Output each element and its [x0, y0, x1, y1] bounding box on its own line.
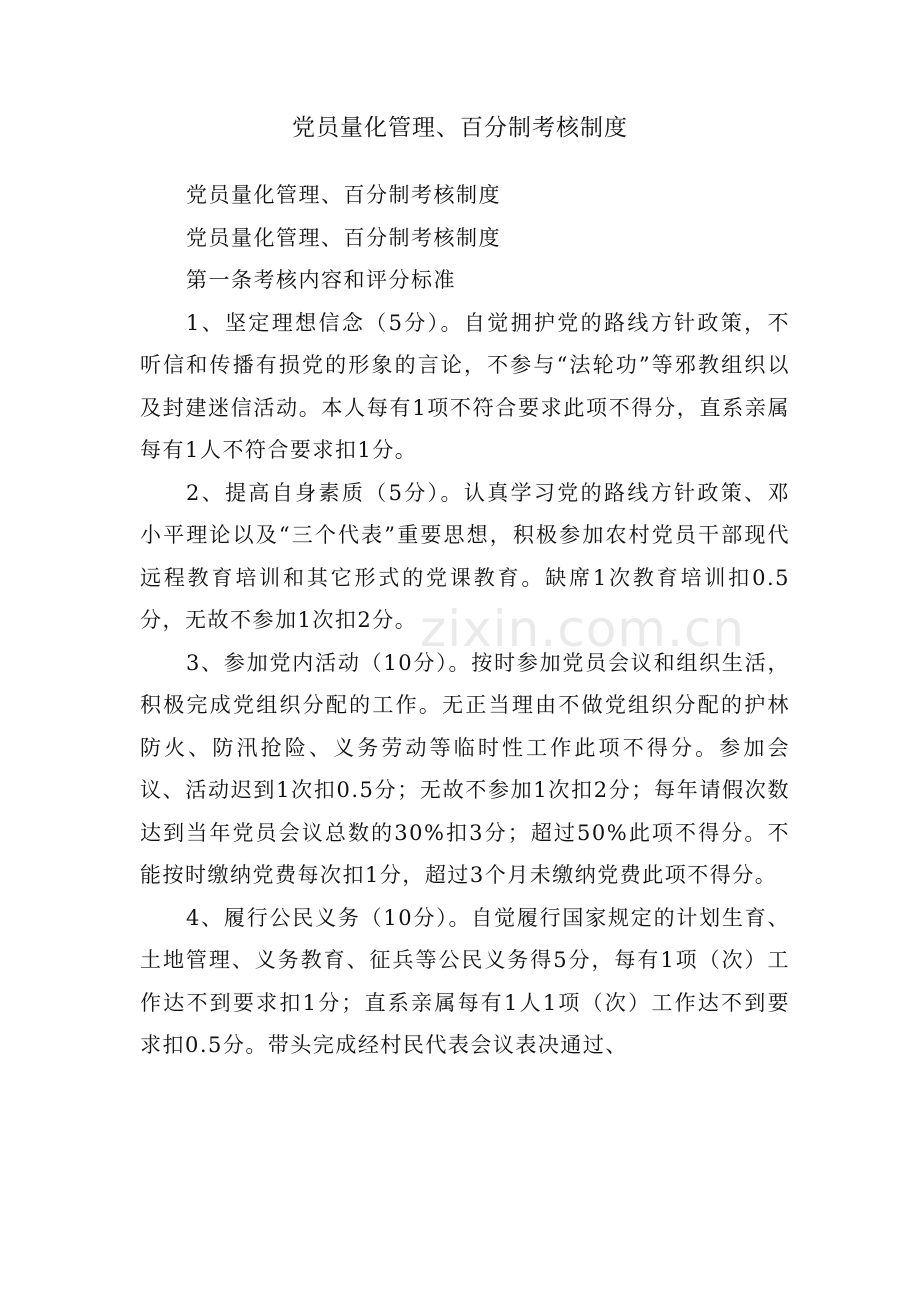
- paragraph-article-heading: 第一条考核内容和评分标准: [186, 268, 456, 292]
- watermark: zixin.com.cn: [420, 600, 746, 658]
- document-title: 党员量化管理、百分制考核制度: [292, 115, 628, 141]
- paragraph-item-2: 2、提高自身素质（5分）。认真学习党的路线方针政策、邓小平理论以及“三个代表”重要思想，积极参加农村党员干部现代远程教育培训和其它形式的党课教育。缺席1次教育培训扣0.5分，无故不参加1次扣2分。: [140, 480, 790, 632]
- paragraph-subtitle-1: 党员量化管理、百分制考核制度: [186, 183, 501, 207]
- document-body: [140, 174, 790, 1067]
- paragraph-item-1: 1、坚定理想信念（5分）。自觉拥护党的路线方针政策，不听信和传播有损党的形象的言论，不参与“法轮功”等邪教组织以及封建迷信活动。本人每有1项不符合要求此项不得分，直系亲属每有1人不符合要求扣1分。: [140, 310, 790, 462]
- paragraph-item-4: 4、履行公民义务（10分）。自觉履行国家规定的计划生育、土地管理、义务教育、征兵等公民义务得5分，每有1项（次）工作达不到要求扣1分；直系亲属每有1人1项（次）工作达不到要求扣0.5分。带头完成经村民代表会议表决通过、: [140, 905, 790, 1057]
- paragraph-item-3: 3、参加党内活动（10分）。按时参加党员会议和组织生活，积极完成党组织分配的工作。无正当理由不做党组织分配的护林防火、防汛抢险、义务劳动等临时性工作此项不得分。参加会议、活动迟到1次扣0.5分；无故不参加1次扣2分；每年请假次数达到当年党员会议总数的30%扣3分；超过50%此项不得分。不能按时缴纳党费每次扣1分，超过3个月未缴纳党费此项不得分。: [140, 650, 790, 887]
- paragraph-subtitle-2: 党员量化管理、百分制考核制度: [186, 225, 501, 250]
